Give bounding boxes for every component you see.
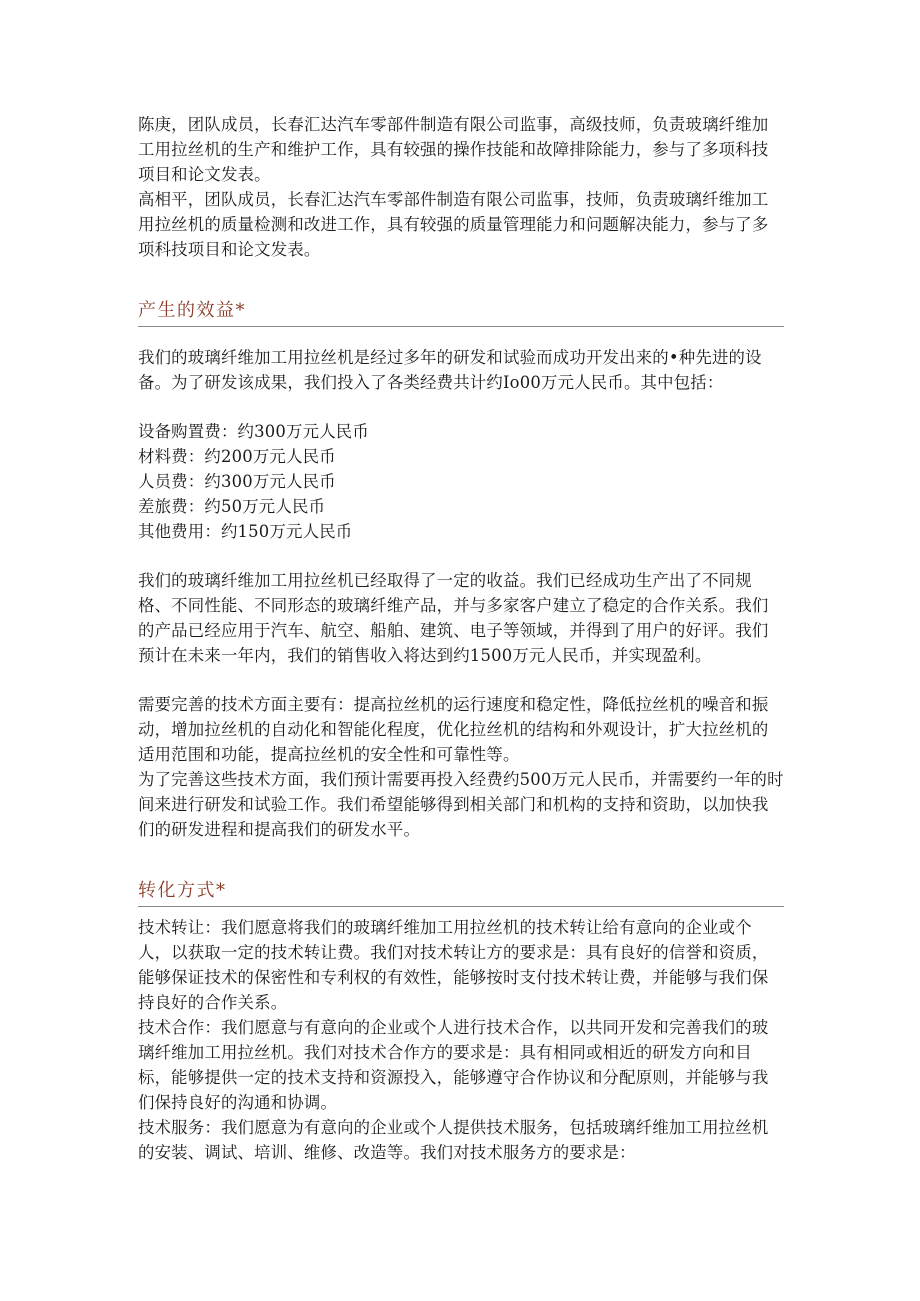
transfer-item: 技术服务：我们愿意为有意向的企业或个人提供技术服务，包括玻璃纤维加工用拉丝机的安装、调试、培训、维修、改造等。我们对技术服务方的要求是：: [138, 1118, 769, 1162]
cost-item: 其他费用：约150万元人民币: [138, 522, 353, 541]
spacer: [138, 262, 784, 298]
cost-item: 差旅费：约50万元人民币: [138, 497, 326, 516]
spacer: [138, 327, 784, 345]
spacer: [138, 842, 784, 878]
section-heading-benefits: 产生的效益*: [138, 298, 784, 327]
spacer: [138, 544, 784, 568]
section-heading-transfer: 转化方式*: [138, 878, 784, 907]
benefits-results-paragraph: 我们的玻璃纤维加工用拉丝机已经取得了一定的收益。我们已经成功生产出了不同规格、不同性能、不同形态的玻璃纤维产品，并与多家客户建立了稳定的合作关系。我们的产品已经应用于汽车、航空、船舶、建筑、电子等领域，并得到了用户的好评。我们预计在未来一年内，我们的销售收入将达到约1500万元人民币，并实现盈利。: [138, 571, 769, 665]
document-page: [138, 112, 784, 1165]
transfer-item: 技术转让：我们愿意将我们的玻璃纤维加工用拉丝机的技术转让给有意向的企业或个人，以获取一定的技术转让费。我们对技术转让方的要求是：具有良好的信誉和资质，能够保证技术的保密性和专利权的有效性，能够按时支付技术转让费，并能够与我们保持良好的合作关系。: [138, 918, 769, 1012]
improvement-paragraph: 为了完善这些技术方面，我们预计需要再投入经费约500万元人民币，并需要约一年的时间来进行研发和试验工作。我们希望能够得到相关部门和机构的支持和资助，以加快我们的研发进程和提高我们的研发水平。: [138, 770, 784, 839]
transfer-item: 技术合作：我们愿意与有意向的企业或个人进行技术合作，以共同开发和完善我们的玻璃纤维加工用拉丝机。我们对技术合作方的要求是：具有相同或相近的研发方向和目标，能够提供一定的技术支持和资源投入，能够遵守合作协议和分配原则，并能够与我们保持良好的沟通和协调。: [138, 1018, 769, 1112]
spacer: [138, 395, 784, 419]
benefits-intro-paragraph: 我们的玻璃纤维加工用拉丝机是经过多年的研发和试验而成功开发出来的•种先进的设备。为了研发该成果，我们投入了各类经费共计约Io00万元人民币。其中包括：: [138, 348, 762, 392]
cost-item: 人员费：约300万元人民币: [138, 472, 336, 491]
cost-item: 设备购置费：约300万元人民币: [138, 422, 369, 441]
spacer: [138, 907, 784, 915]
spacer: [138, 668, 784, 692]
team-member-paragraph: 高相平，团队成员，长春汇达汽车零部件制造有限公司监事，技师，负责玻璃纤维加工用拉丝机的质量检测和改进工作，具有较强的质量管理能力和问题解决能力，参与了多项科技项目和论文发表。: [138, 190, 769, 259]
team-member-paragraph: 陈庚，团队成员，长春汇达汽车零部件制造有限公司监事，高级技师，负责玻璃纤维加工用拉丝机的生产和维护工作，具有较强的操作技能和故障排除能力，参与了多项科技项目和论文发表。: [138, 115, 769, 184]
cost-item: 材料费：约200万元人民币: [138, 447, 336, 466]
improvement-paragraph: 需要完善的技术方面主要有：提高拉丝机的运行速度和稳定性，降低拉丝机的噪音和振动，增加拉丝机的自动化和智能化程度，优化拉丝机的结构和外观设计，扩大拉丝机的适用范围和功能，提高拉丝机的安全性和可靠性等。: [138, 695, 769, 764]
